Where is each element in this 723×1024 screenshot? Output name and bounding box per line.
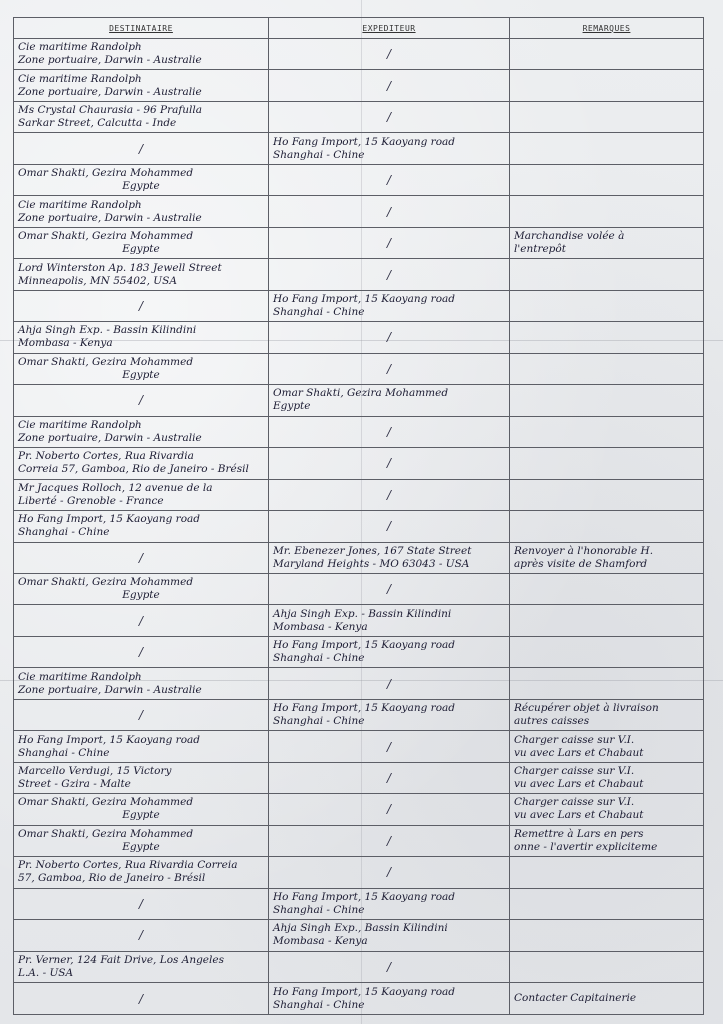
cell-expediteur bbox=[269, 479, 510, 510]
empty-slash-mark: / bbox=[386, 739, 392, 754]
handwritten-line: Pr. Verner, 124 Fait Drive, Los Angeles bbox=[18, 953, 224, 966]
handwritten-line: Charger caisse sur V.I. bbox=[514, 796, 635, 809]
cell-expediteur bbox=[269, 951, 510, 982]
cell-expediteur bbox=[269, 290, 510, 321]
handwritten-line: Egypte bbox=[122, 368, 160, 381]
handwritten-line: Shanghai - Chine bbox=[273, 998, 365, 1011]
handwritten-line: Mombasa - Kenya bbox=[18, 337, 113, 350]
handwritten-line: Zone portuaire, Darwin - Australie bbox=[18, 683, 202, 696]
handwritten-line: Street - Gzira - Malte bbox=[18, 778, 131, 791]
handwritten-line: Cie maritime Randolph bbox=[18, 41, 142, 54]
handwritten-line: Ms Crystal Chaurasia - 96 Prafulla bbox=[18, 104, 203, 117]
cell-expediteur bbox=[269, 385, 510, 416]
cell-expediteur bbox=[269, 668, 510, 699]
handwritten-line: onne - l'avertir expliciteme bbox=[514, 840, 658, 853]
handwritten-line: Ho Fang Import, 15 Kaoyang road bbox=[273, 135, 455, 148]
handwritten-line: Zone portuaire, Darwin - Australie bbox=[18, 54, 202, 67]
empty-slash-mark: / bbox=[138, 141, 144, 156]
cell-destinataire bbox=[14, 668, 269, 699]
empty-slash-mark: / bbox=[138, 928, 144, 943]
cell-remarques bbox=[510, 164, 704, 195]
empty-slash-mark: / bbox=[386, 456, 392, 471]
header-destinataire: DESTINATAIRE bbox=[14, 18, 269, 39]
handwritten-line: Charger caisse sur V.I. bbox=[514, 765, 635, 778]
cell-expediteur bbox=[269, 39, 510, 70]
table-row bbox=[14, 762, 704, 793]
cell-destinataire bbox=[14, 636, 269, 667]
handwritten-line: Mombasa - Kenya bbox=[273, 620, 368, 633]
empty-slash-mark: / bbox=[138, 550, 144, 565]
cell-destinataire bbox=[14, 353, 269, 384]
handwritten-line: Omar Shakti, Gezira Mohammed bbox=[18, 796, 194, 809]
cell-remarques bbox=[510, 385, 704, 416]
empty-slash-mark: / bbox=[386, 802, 392, 817]
handwritten-line: Omar Shakti, Gezira Mohammed bbox=[18, 355, 194, 368]
handwritten-line: Shanghai - Chine bbox=[273, 715, 365, 728]
handwritten-line: Zone portuaire, Darwin - Australie bbox=[18, 211, 202, 224]
handwritten-line: vu avec Lars et Chabaut bbox=[514, 746, 644, 759]
cell-destinataire bbox=[14, 70, 269, 101]
table-row bbox=[14, 164, 704, 195]
cell-remarques bbox=[510, 479, 704, 510]
cell-expediteur bbox=[269, 731, 510, 762]
handwritten-line: Shanghai - Chine bbox=[18, 746, 110, 759]
handwritten-line: Cie maritime Randolph bbox=[18, 418, 142, 431]
cell-destinataire bbox=[14, 322, 269, 353]
table-row bbox=[14, 385, 704, 416]
cell-expediteur bbox=[269, 70, 510, 101]
handwritten-line: Pr. Noberto Cortes, Rua Rivardia Correia bbox=[18, 859, 238, 872]
table-row bbox=[14, 699, 704, 730]
empty-slash-mark: / bbox=[386, 959, 392, 974]
cell-destinataire bbox=[14, 888, 269, 919]
cell-destinataire bbox=[14, 164, 269, 195]
empty-slash-mark: / bbox=[386, 361, 392, 376]
handwritten-line: vu avec Lars et Chabaut bbox=[514, 809, 644, 822]
handwritten-line: Zone portuaire, Darwin - Australie bbox=[18, 85, 202, 98]
cell-remarques bbox=[510, 668, 704, 699]
handwritten-line: Ahja Singh Exp., Bassin Kilindini bbox=[273, 922, 448, 935]
table-header-row bbox=[14, 18, 704, 39]
handwritten-line: Ho Fang Import, 15 Kaoyang road bbox=[18, 733, 200, 746]
cell-destinataire bbox=[14, 290, 269, 321]
cell-remarques bbox=[510, 322, 704, 353]
handwritten-line: Ho Fang Import, 15 Kaoyang road bbox=[273, 985, 455, 998]
handwritten-line: Egypte bbox=[273, 400, 311, 413]
table-row bbox=[14, 259, 704, 290]
cell-expediteur bbox=[269, 573, 510, 604]
empty-slash-mark: / bbox=[386, 330, 392, 345]
cell-remarques bbox=[510, 794, 704, 825]
empty-slash-mark: / bbox=[386, 519, 392, 534]
handwritten-line: Ho Fang Import, 15 Kaoyang road bbox=[273, 890, 455, 903]
cell-remarques bbox=[510, 196, 704, 227]
empty-slash-mark: / bbox=[138, 991, 144, 1006]
cell-destinataire bbox=[14, 605, 269, 636]
cell-expediteur bbox=[269, 605, 510, 636]
table-row bbox=[14, 636, 704, 667]
cell-remarques bbox=[510, 983, 704, 1015]
table-row bbox=[14, 290, 704, 321]
table-row bbox=[14, 542, 704, 573]
cell-destinataire bbox=[14, 731, 269, 762]
table-row bbox=[14, 353, 704, 384]
cell-remarques bbox=[510, 416, 704, 447]
cell-expediteur bbox=[269, 888, 510, 919]
cell-remarques bbox=[510, 888, 704, 919]
handwritten-line: Cie maritime Randolph bbox=[18, 198, 142, 211]
cell-destinataire bbox=[14, 385, 269, 416]
table-row bbox=[14, 479, 704, 510]
empty-slash-mark: / bbox=[138, 708, 144, 723]
table-row bbox=[14, 448, 704, 479]
cell-remarques bbox=[510, 70, 704, 101]
cell-expediteur bbox=[269, 762, 510, 793]
handwritten-line: Shanghai - Chine bbox=[273, 903, 365, 916]
shipping-register-table bbox=[13, 17, 704, 1015]
cell-expediteur bbox=[269, 511, 510, 542]
cell-destinataire bbox=[14, 448, 269, 479]
handwritten-line: Zone portuaire, Darwin - Australie bbox=[18, 431, 202, 444]
table-row bbox=[14, 39, 704, 70]
cell-destinataire bbox=[14, 259, 269, 290]
handwritten-line: Egypte bbox=[122, 840, 160, 853]
handwritten-line: Ho Fang Import, 15 Kaoyang road bbox=[273, 639, 455, 652]
handwritten-line: Cie maritime Randolph bbox=[18, 72, 142, 85]
cell-remarques bbox=[510, 731, 704, 762]
cell-destinataire bbox=[14, 39, 269, 70]
cell-remarques bbox=[510, 857, 704, 888]
empty-slash-mark: / bbox=[138, 896, 144, 911]
cell-destinataire bbox=[14, 101, 269, 132]
table-row bbox=[14, 133, 704, 164]
cell-expediteur bbox=[269, 920, 510, 951]
handwritten-line: Shanghai - Chine bbox=[273, 305, 365, 318]
handwritten-line: Maryland Heights - MO 63043 - USA bbox=[273, 557, 470, 570]
cell-expediteur bbox=[269, 448, 510, 479]
cell-destinataire bbox=[14, 762, 269, 793]
empty-slash-mark: / bbox=[386, 582, 392, 597]
handwritten-line: Correia 57, Gamboa, Rio de Janeiro - Brésil bbox=[18, 463, 249, 476]
handwritten-line: Cie maritime Randolph bbox=[18, 670, 142, 683]
empty-slash-mark: / bbox=[138, 613, 144, 628]
cell-remarques bbox=[510, 762, 704, 793]
handwritten-line: Egypte bbox=[122, 809, 160, 822]
table-row bbox=[14, 794, 704, 825]
cell-expediteur bbox=[269, 101, 510, 132]
empty-slash-mark: / bbox=[138, 393, 144, 408]
table-row bbox=[14, 983, 704, 1015]
cell-remarques bbox=[510, 542, 704, 573]
handwritten-line: Marcello Verdugi, 15 Victory bbox=[18, 765, 172, 778]
cell-remarques bbox=[510, 511, 704, 542]
empty-slash-mark: / bbox=[386, 487, 392, 502]
cell-destinataire bbox=[14, 825, 269, 856]
handwritten-line: Shanghai - Chine bbox=[273, 652, 365, 665]
empty-slash-mark: / bbox=[386, 173, 392, 188]
table-row bbox=[14, 511, 704, 542]
handwritten-line: Contacter Capitainerie bbox=[514, 992, 637, 1005]
handwritten-line: Ho Fang Import, 15 Kaoyang road bbox=[273, 702, 455, 715]
table-row bbox=[14, 605, 704, 636]
cell-remarques bbox=[510, 259, 704, 290]
handwritten-line: Mr. Ebenezer Jones, 167 State Street bbox=[273, 544, 472, 557]
cell-destinataire bbox=[14, 983, 269, 1015]
cell-remarques bbox=[510, 699, 704, 730]
handwritten-line: Lord Winterston Ap. 183 Jewell Street bbox=[18, 261, 222, 274]
handwritten-line: Ahja Singh Exp. - Bassin Kilindini bbox=[273, 607, 452, 620]
empty-slash-mark: / bbox=[386, 833, 392, 848]
handwritten-line: Récupérer objet à livraison bbox=[514, 702, 659, 715]
table-row bbox=[14, 416, 704, 447]
handwritten-line: Ahja Singh Exp. - Bassin Kilindini bbox=[18, 324, 197, 337]
cell-expediteur bbox=[269, 699, 510, 730]
table-row bbox=[14, 70, 704, 101]
cell-remarques bbox=[510, 290, 704, 321]
cell-destinataire bbox=[14, 920, 269, 951]
cell-remarques bbox=[510, 353, 704, 384]
handwritten-line: Pr. Noberto Cortes, Rua Rivardia bbox=[18, 450, 194, 463]
cell-destinataire bbox=[14, 227, 269, 258]
cell-destinataire bbox=[14, 196, 269, 227]
empty-slash-mark: / bbox=[138, 298, 144, 313]
handwritten-line: Liberté - Grenoble - France bbox=[18, 494, 164, 507]
cell-destinataire bbox=[14, 951, 269, 982]
cell-remarques bbox=[510, 39, 704, 70]
empty-slash-mark: / bbox=[386, 47, 392, 62]
handwritten-line: Shanghai - Chine bbox=[273, 148, 365, 161]
handwritten-line: Omar Shakti, Gezira Mohammed bbox=[18, 230, 194, 243]
empty-slash-mark: / bbox=[138, 645, 144, 660]
cell-remarques bbox=[510, 605, 704, 636]
handwritten-line: Minneapolis, MN 55402, USA bbox=[18, 274, 177, 287]
handwritten-line: Egypte bbox=[122, 589, 160, 602]
handwritten-line: Omar Shakti, Gezira Mohammed bbox=[18, 576, 194, 589]
cell-expediteur bbox=[269, 857, 510, 888]
table-row bbox=[14, 857, 704, 888]
handwritten-line: Shanghai - Chine bbox=[18, 526, 110, 539]
table-row bbox=[14, 322, 704, 353]
cell-expediteur bbox=[269, 416, 510, 447]
handwritten-line: Omar Shakti, Gezira Mohammed bbox=[273, 387, 449, 400]
handwritten-line: après visite de Shamford bbox=[514, 557, 648, 570]
cell-remarques bbox=[510, 636, 704, 667]
cell-remarques bbox=[510, 573, 704, 604]
table-row bbox=[14, 951, 704, 982]
table-row bbox=[14, 101, 704, 132]
handwritten-line: Omar Shakti, Gezira Mohammed bbox=[18, 827, 194, 840]
handwritten-line: Sarkar Street, Calcutta - Inde bbox=[18, 117, 177, 130]
handwritten-line: Egypte bbox=[122, 180, 160, 193]
table-row bbox=[14, 227, 704, 258]
handwritten-line: L.A. - USA bbox=[18, 966, 74, 979]
table-row bbox=[14, 668, 704, 699]
cell-expediteur bbox=[269, 164, 510, 195]
cell-expediteur bbox=[269, 133, 510, 164]
table-row bbox=[14, 920, 704, 951]
handwritten-line: autres caisses bbox=[514, 715, 590, 728]
handwritten-line: Ho Fang Import, 15 Kaoyang road bbox=[273, 292, 455, 305]
cell-expediteur bbox=[269, 322, 510, 353]
handwritten-line: Mr Jacques Rolloch, 12 avenue de la bbox=[18, 481, 213, 494]
cell-remarques bbox=[510, 133, 704, 164]
cell-destinataire bbox=[14, 511, 269, 542]
empty-slash-mark: / bbox=[386, 78, 392, 93]
cell-remarques bbox=[510, 448, 704, 479]
cell-destinataire bbox=[14, 479, 269, 510]
cell-destinataire bbox=[14, 794, 269, 825]
handwritten-line: Mombasa - Kenya bbox=[273, 935, 368, 948]
cell-destinataire bbox=[14, 699, 269, 730]
empty-slash-mark: / bbox=[386, 236, 392, 251]
cell-remarques bbox=[510, 227, 704, 258]
cell-expediteur bbox=[269, 353, 510, 384]
cell-expediteur bbox=[269, 636, 510, 667]
empty-slash-mark: / bbox=[386, 204, 392, 219]
empty-slash-mark: / bbox=[386, 676, 392, 691]
handwritten-line: Marchandise volée à bbox=[514, 230, 625, 243]
cell-remarques bbox=[510, 951, 704, 982]
cell-destinataire bbox=[14, 542, 269, 573]
table-row bbox=[14, 731, 704, 762]
cell-expediteur bbox=[269, 983, 510, 1015]
cell-expediteur bbox=[269, 259, 510, 290]
cell-destinataire bbox=[14, 857, 269, 888]
cell-remarques bbox=[510, 825, 704, 856]
table-row bbox=[14, 888, 704, 919]
empty-slash-mark: / bbox=[386, 267, 392, 282]
empty-slash-mark: / bbox=[386, 110, 392, 125]
empty-slash-mark: / bbox=[386, 865, 392, 880]
table-row bbox=[14, 825, 704, 856]
table-row bbox=[14, 196, 704, 227]
cell-expediteur bbox=[269, 542, 510, 573]
handwritten-line: vu avec Lars et Chabaut bbox=[514, 778, 644, 791]
cell-destinataire bbox=[14, 573, 269, 604]
handwritten-line: Remettre à Lars en pers bbox=[514, 827, 644, 840]
cell-destinataire bbox=[14, 133, 269, 164]
handwritten-line: l'entrepôt bbox=[514, 243, 566, 256]
table-row bbox=[14, 573, 704, 604]
cell-destinataire bbox=[14, 416, 269, 447]
handwritten-line: Ho Fang Import, 15 Kaoyang road bbox=[18, 513, 200, 526]
handwritten-line: Renvoyer à l'honorable H. bbox=[514, 544, 654, 557]
handwritten-line: 57, Gamboa, Rio de Janeiro - Brésil bbox=[18, 872, 206, 885]
handwritten-line: Omar Shakti, Gezira Mohammed bbox=[18, 167, 194, 180]
header-expediteur: EXPEDITEUR bbox=[269, 18, 510, 39]
cell-remarques bbox=[510, 101, 704, 132]
header-remarques: REMARQUES bbox=[510, 18, 704, 39]
handwritten-line: Charger caisse sur V.I. bbox=[514, 733, 635, 746]
cell-expediteur bbox=[269, 227, 510, 258]
handwritten-line: Egypte bbox=[122, 243, 160, 256]
empty-slash-mark: / bbox=[386, 771, 392, 786]
cell-expediteur bbox=[269, 196, 510, 227]
empty-slash-mark: / bbox=[386, 424, 392, 439]
cell-remarques bbox=[510, 920, 704, 951]
cell-expediteur bbox=[269, 825, 510, 856]
cell-expediteur bbox=[269, 794, 510, 825]
